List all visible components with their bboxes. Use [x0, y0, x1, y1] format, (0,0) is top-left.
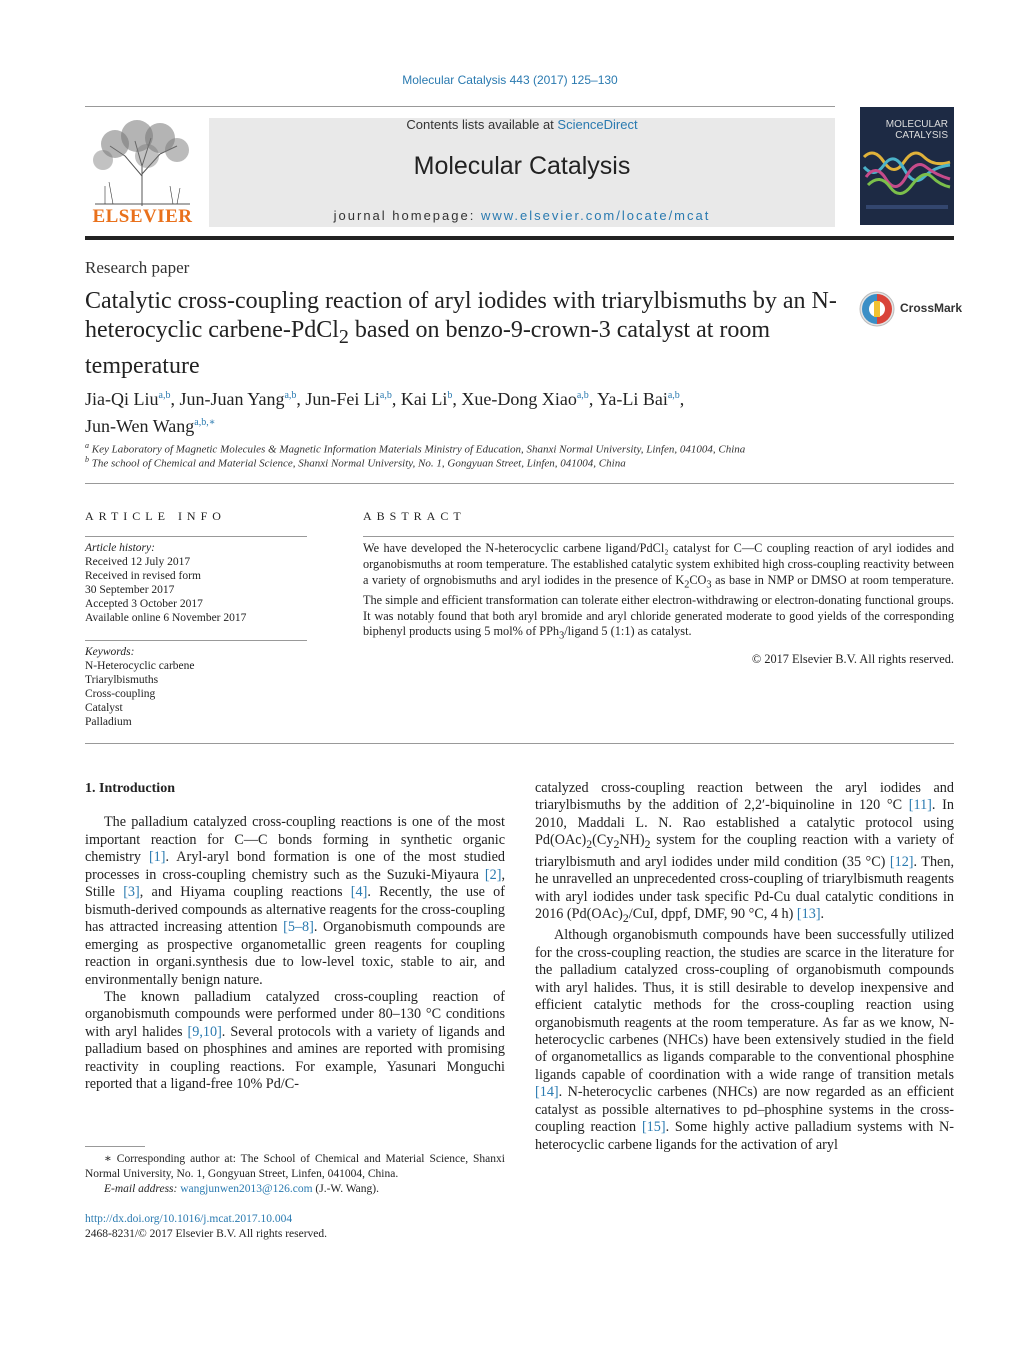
citation-link[interactable]: [4]: [350, 884, 368, 901]
cover-title: MOLECULAR CATALYSIS: [885, 119, 948, 141]
citation-link[interactable]: [2]: [484, 866, 502, 883]
footnote-rule: [85, 1146, 145, 1147]
article-info-heading: ARTICLE INFO: [85, 509, 226, 523]
crossmark-icon: [858, 290, 896, 328]
affiliation-a: $^a$ Key Laboratory of Magnetic Molecules & Magnetic Information Materials Ministry of Education, Shanxi Normal University, Linfen, 041004, China: [85, 441, 746, 456]
homepage-line: [209, 208, 835, 223]
doi-link[interactable]: http://dx.doi.org/10.1016/j.mcat.2017.10.004: [85, 1213, 293, 1225]
author[interactable]: Ya-Li Bai$^{a,b}$: [597, 389, 680, 409]
body-column-right: [535, 780, 954, 1154]
citation-link[interactable]: [13]: [796, 906, 821, 922]
divider: [85, 483, 954, 484]
keyword: Cross-coupling: [85, 688, 156, 700]
divider: [85, 743, 954, 744]
citation-link[interactable]: [3]: [123, 884, 140, 901]
title-part1: Catalytic cross-coupling reaction of aryl iodides with triarylbismuths by an N-heterocyclic carbene-PdCl: [85, 288, 837, 343]
divider: [363, 536, 954, 537]
issn-line: 2468-8231/© 2017 Elsevier B.V. All rights reserved.: [85, 1228, 328, 1240]
title-subscript: 2: [338, 325, 349, 348]
paragraph: The known palladium catalyzed cross-coupling reaction of organobismuth compounds were performed under 80–130 °C conditions with aryl halides [9,10]. Several protocols with a variety of ligands and palladium based on phosphines and amines are reported with promising reactivity in coupling reactions. For example, Yasunari Monguchi reported that a ligand-free 10% Pd/C-: [85, 988, 505, 1093]
author[interactable]: Xue-Dong Xiao$^{a,b}$: [461, 389, 589, 409]
author[interactable]: Jun-Juan Yang$^{a,b}$: [179, 389, 297, 409]
citation-link[interactable]: [14]: [535, 1084, 559, 1101]
divider: [85, 536, 307, 537]
homepage-link[interactable]: www.elsevier.com/locate/mcat: [480, 208, 711, 223]
elsevier-wordmark: ELSEVIER: [92, 206, 193, 227]
section-heading: 1. Introduction: [85, 781, 175, 796]
paragraph: catalyzed cross-coupling reaction between the aryl iodides and triarylbismuths by the addition of 2,2′-biquinoline in 120 °C [11]. In 2010, Maddali L. N. Rao established a catalytic protocol using $Pd(OAc)_2(Cy_2NH)_2$ system for the coupling reaction with a variety of triarylbismuth and aryl iodides under mild condition (35 °C) [12]. Then, he unravelled an unprecedented cross-coupling of triarylbismuth reagents with aryl iodides under task specific Pd-Cu dual catalytic conditions in 2016 ($Pd(OAc)_2$/CuI, dppf, DMF, 90 °C, 4 h) [13].: [535, 780, 954, 925]
citation-link[interactable]: [11]: [908, 797, 932, 814]
contents-line: [209, 117, 835, 132]
keyword: Triarylbismuths: [85, 674, 159, 686]
affiliation-b: $^b$ The school of Chemical and Material Science, Shanxi Normal University, No. 1, Gongyuan Street, Linfen, 041004, China: [85, 455, 626, 470]
abstract-text: We have developed the N-heterocyclic carbene ligand/PdCl₂ catalyst for C—C coupling reaction of aryl iodides and organobismuths at room temperature. The established catalytic system exhibited high cross-coupling reactivity between a variety of orgnobismuths and aryl iodides in the presence of $K_2CO_3$ as base in NMP or DMSO at room temperature. The simple and efficient transformation can tolerate either electron-withdrawing or electron-donating functional groups. It was notably found that both aryl bromide and aryl chloride generated moderate to good yields of the corresponding biphenyl products using 5 mol% of PPh$_3$/ligand 5 (1:1) as catalyst.: [363, 541, 955, 642]
homepage-prefix: journal homepage:: [333, 208, 481, 223]
journal-title: Molecular Catalysis: [413, 152, 631, 180]
divider: [85, 640, 307, 641]
author[interactable]: Jun-Wen Wang$^{a,b,∗}$: [85, 416, 216, 436]
sciencedirect-link[interactable]: ScienceDirect: [557, 117, 638, 132]
title-part2: based on benzo-9-crown-3 catalyst at room temperature: [85, 317, 771, 379]
email-link[interactable]: wangjunwen2013@126.com: [180, 1183, 313, 1195]
footnote: ∗ Corresponding author at: The School of Chemical and Material Science, Shanxi Normal University, No. 1, Gongyuan Street, Linfen, 041004, China. E-mail address: wangjunwen2013@126.com (J.-W. Wang).: [85, 1153, 505, 1195]
citation-link[interactable]: [9,10]: [187, 1023, 222, 1040]
article-title: [85, 287, 845, 381]
author[interactable]: Jun-Fei Li$^{a,b}$: [305, 389, 392, 409]
citation-link[interactable]: [12]: [889, 853, 914, 870]
paragraph: Although organobismuth compounds have been successfully utilized for the cross-coupling reaction, the studies are scarce in the literature for the palladium catalyzed cross-coupling of organobismuth compounds with aryl halides. Thus, it is still desirable to develop inexpensive and efficient catalytic methods for the cross-coupling reaction using organobismuth reagents at the room temperature. As far as we know, N-heterocyclic carbenes (NHCs) have been extensively studied in the field of organometallics as ligands comparable to the conventional phosphine ligands capable of coordination with a wide range of transition metals [14]. N-heterocyclic carbenes (NHCs) are now regarded as an efficient catalyst as possible alternatives to pd–phosphine systems in the cross-coupling reaction [15]. Some highly active palladium systems with N-heterocyclic carbene ligands for the activation of aryl: [535, 927, 954, 1153]
abstract-heading: ABSTRACT: [363, 509, 466, 523]
journal-cover[interactable]: [860, 107, 954, 225]
citation-link[interactable]: [15]: [641, 1119, 666, 1136]
keyword: Palladium: [85, 716, 132, 728]
article-type: Research paper: [85, 258, 190, 277]
keywords: Keywords: N-Heterocyclic carbene Triarylbismuths Cross-coupling Catalyst Palladium: [85, 645, 307, 729]
author-list: Jia-Qi Liu$^{a,b}$, Jun-Juan Yang$^{a,b}$, Jun-Fei Li$^{a,b}$, Kai Li$^b$, Xue-Dong Xiao$^{a,b}$, Ya-Li Bai$^{a,b}$, Jun-Wen Wang$^{a,b,∗}$: [85, 389, 685, 436]
citation-link[interactable]: [5–8]: [283, 919, 314, 936]
paragraph: The palladium catalyzed cross-coupling reactions is one of the most important reaction for C—C bonds forming in synthetic organic chemistry [1]. Aryl-aryl bond formation is one of the most studied processes in cross-coupling chemistry such as the Suzuki-Miyaura [2], Stille [3], and Hiyama coupling reactions [4]. Recently, the use of bismuth-derived compounds as alternative reagents for the cross-coupling has attracted increasing attention [5–8]. Organobismuth compounds are emerging as prospective organometallic green reagents for coupling reaction in organi.synthesis due to low-level toxic, stable to air, and environmentally benign nature.: [85, 814, 506, 988]
contents-prefix: Contents lists available at: [406, 117, 558, 132]
doi-block: [85, 1212, 327, 1242]
author[interactable]: Jia-Qi Liu$^{a,b}$: [85, 389, 171, 409]
author[interactable]: Kai Li$^b$: [400, 389, 453, 409]
elsevier-logo[interactable]: [85, 116, 200, 228]
keyword: Catalyst: [85, 702, 123, 714]
citation-link[interactable]: [1]: [148, 849, 166, 866]
header-rule: [85, 106, 835, 107]
crossmark-label: CrossMark: [900, 301, 963, 315]
header-thick-rule: [85, 236, 954, 240]
elsevier-tree-icon: [85, 116, 200, 208]
cover-art-icon: [860, 107, 954, 225]
article-history: Article history: Received 12 July 2017 Received in revised form 30 September 2017 Accepted 3 October 2017 Available online 6 November 2017: [85, 542, 247, 624]
body-column-left: [85, 780, 505, 1094]
abstract-copyright: © 2017 Elsevier B.V. All rights reserved.: [751, 652, 954, 666]
keyword: N-Heterocyclic carbene: [85, 660, 195, 672]
journal-reference[interactable]: Molecular Catalysis 443 (2017) 125–130: [402, 73, 618, 87]
crossmark-badge[interactable]: [858, 290, 963, 330]
